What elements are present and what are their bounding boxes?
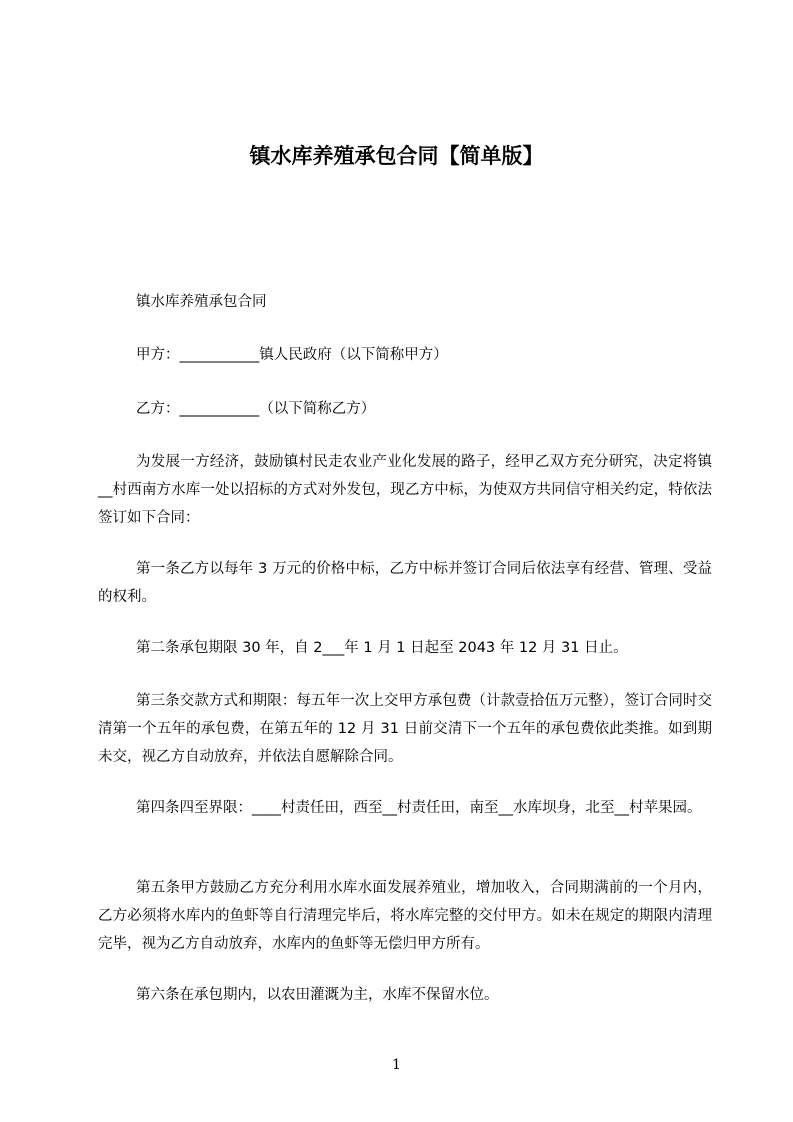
paragraph-party-a: 甲方：___________镇人民政府（以下简称甲方）: [136, 347, 448, 363]
page-number: 1: [392, 1057, 401, 1073]
paragraph-article-6: 第六条在承包期内，以农田灌溉为主，水库不保留水位。: [136, 987, 499, 1003]
document-title: 镇水库养殖承包合同【简单版】: [249, 144, 544, 168]
paragraph-preamble: 为发展一方经济，鼓励镇村民走农业产业化发展的路子，经甲乙双方充分研究，决定将镇__村西南方水库一处以招标的方式对外发包，现乙方中标，为使双方共同信守相关约定，特依法签订如下合同：: [98, 454, 712, 526]
paragraph-article-2: 第二条承包期限 30 年，自 2___年 1 月 1 日起至 2043 年 12 月 31 日止。: [136, 640, 628, 656]
paragraph-article-3: 第三条交款方式和期限：每五年一次上交甲方承包费（计款壹拾伍万元整），签订合同时交清第一个五年的承包费，在第五年的 12 月 31 日前交清下一个五年的承包费依此类推。如到期未交，视乙方自动放弃，并依法自愿解除合同。: [98, 693, 712, 765]
paragraph-article-4: 第四条四至界限：____村责任田，西至__村责任田，南至__水库坝身，北至__村苹果园。: [136, 800, 702, 816]
paragraph-article-1: 第一条乙方以每年 3 万元的价格中标，乙方中标并签订合同后依法享有经营、管理、受益的权利。: [98, 561, 712, 605]
paragraph-party-b: 乙方：___________（以下简称乙方）: [136, 401, 376, 417]
paragraph-article-5: 第五条甲方鼓励乙方充分利用水库水面发展养殖业，增加收入，合同期满前的一个月内，乙方必须将水库内的鱼虾等自行清理完毕后，将水库完整的交付甲方。如未在规定的期限内清理完毕，视为乙方自动放弃，水库内的鱼虾等无偿归甲方所有。: [98, 880, 712, 952]
paragraph-heading: 镇水库养殖承包合同: [136, 294, 267, 310]
